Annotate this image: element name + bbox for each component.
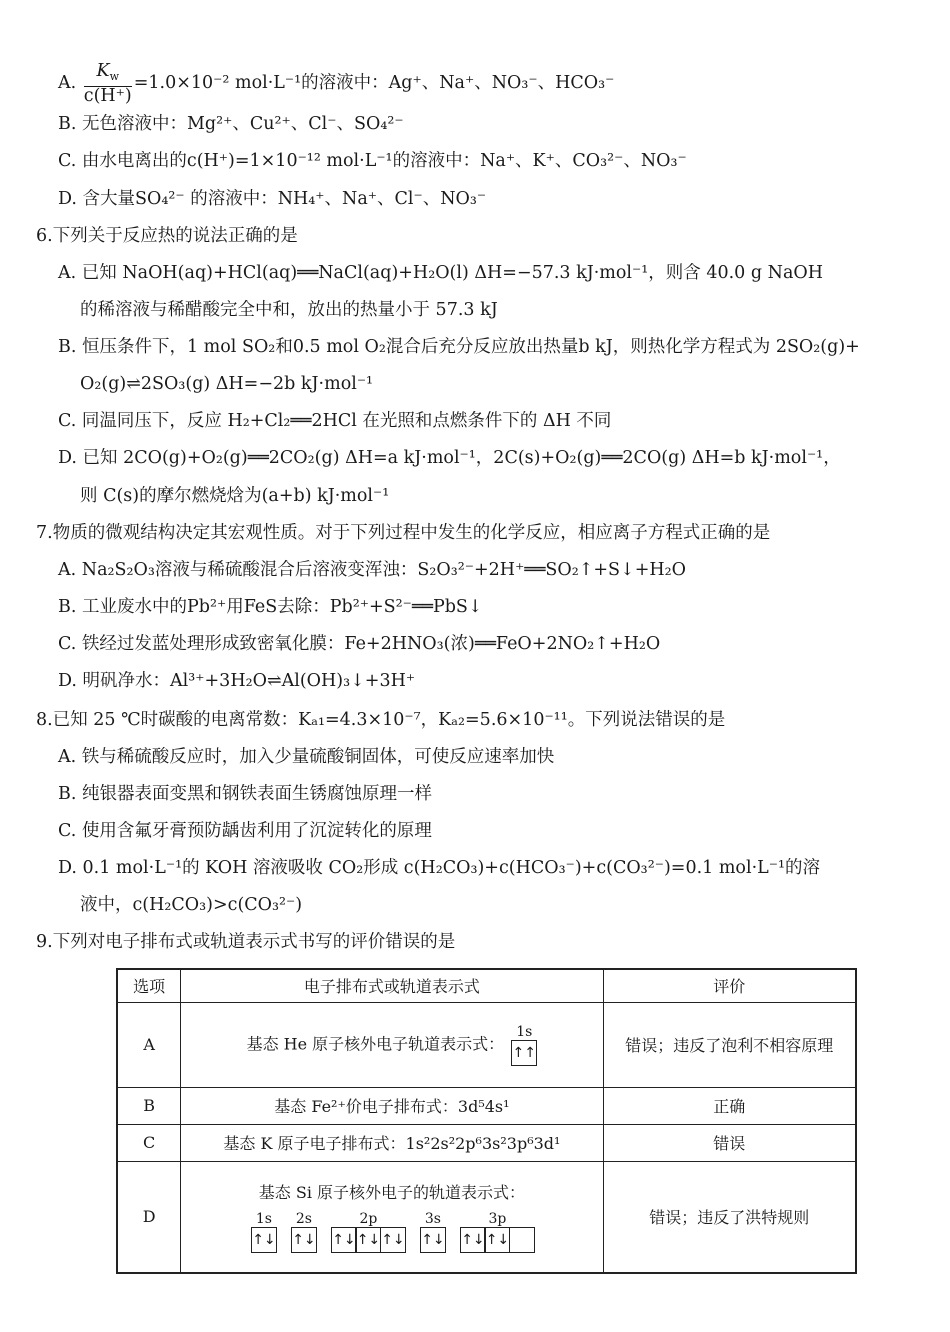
orbital-box: ↑↓ xyxy=(380,1227,406,1253)
si-orbital-diagram: 1s ↑↓ 2s ↑↓ 2p ↑↓ ↑↓ ↑↓ 3s ↑↓ 3p ↑↓ ↑↓ xyxy=(181,1211,602,1253)
q6-option-a-line1: A. 已知 NaOH(aq)+HCl(aq)══NaCl(aq)+H₂O(l) ΔH=−57.3 kJ·mol⁻¹，则含 40.0 g NaOH xyxy=(58,263,823,283)
table-header-row xyxy=(117,969,856,1002)
row-evaluation: 错误 xyxy=(603,1124,856,1161)
q6-option-b-line2: O₂(g)⇌2SO₃(g) ΔH=−2b kJ·mol⁻¹ xyxy=(80,374,374,394)
orbital-box: ↑↓ xyxy=(331,1227,357,1253)
q6-stem: 6.下列关于反应热的说法正确的是 xyxy=(36,226,298,246)
q8-option-b: B. 纯银器表面变黑和钢铁表面生锈腐蚀原理一样 xyxy=(58,784,432,804)
q6-option-a-line2: 的稀溶液与稀醋酸完全中和，放出的热量小于 57.3 kJ xyxy=(80,300,498,320)
q7-stem: 7.物质的微观结构决定其宏观性质。对于下列过程中发生的化学反应，相应离子方程式正确的是 xyxy=(36,523,771,543)
q9-evaluation-table xyxy=(116,968,857,1274)
orbital-box: ↑↓ xyxy=(251,1227,277,1253)
q6-option-d-line1: D. 已知 2CO(g)+O₂(g)══2CO₂(g) ΔH=a kJ·mol⁻¹，2C(s)+O₂(g)══2CO(g) ΔH=b kJ·mol⁻¹， xyxy=(58,448,841,468)
row-expression: 基态 Si 原子核外电子的轨道表示式： 1s ↑↓ 2s ↑↓ 2p ↑↓ ↑↓ ↑↓ 3s ↑↓ 3p ↑↓ ↑↓ xyxy=(181,1161,603,1273)
row-expression: 基态 K 原子电子排布式：1s²2s²2p⁶3s²3p⁶3d¹ xyxy=(181,1124,603,1161)
row-evaluation: 错误；违反了泡利不相容原理 xyxy=(603,1002,856,1087)
header-expression: 电子排布式或轨道表示式 xyxy=(181,969,603,1002)
row-option: D xyxy=(117,1161,181,1273)
q7-option-b: B. 工业废水中的Pb²⁺用FeS去除：Pb²⁺+S²⁻══PbS↓ xyxy=(58,597,483,617)
q5-option-b: B. 无色溶液中：Mg²⁺、Cu²⁺、Cl⁻、SO₄²⁻ xyxy=(58,114,404,134)
row-option: A xyxy=(117,1002,181,1087)
q8-option-c: C. 使用含氟牙膏预防龋齿利用了沉淀转化的原理 xyxy=(58,821,432,841)
q8-stem: 8.已知 25 ℃时碳酸的电离常数：Kₐ₁=4.3×10⁻⁷，Kₐ₂=5.6×10⁻¹¹。下列说法错误的是 xyxy=(36,710,726,730)
table-row xyxy=(117,1087,856,1124)
q6-option-b-line1: B. 恒压条件下，1 mol SO₂和0.5 mol O₂混合后充分反应放出热量b kJ，则热化学方程式为 2SO₂(g)+ xyxy=(58,337,860,357)
q6-option-d-line2: 则 C(s)的摩尔燃烧焓为(a+b) kJ·mol⁻¹ xyxy=(80,486,390,506)
kw-fraction: $\frac{K_w}{c(H^+)}$ xyxy=(83,61,132,106)
orbital-box: ↑↓ xyxy=(420,1227,446,1253)
row-expression: 基态 He 原子核外电子轨道表示式： 1s ↑↑ xyxy=(181,1002,603,1087)
he-orbital-diagram: 1s ↑↑ xyxy=(511,1024,537,1066)
table-row xyxy=(117,1161,856,1273)
row-evaluation: 正确 xyxy=(603,1087,856,1124)
header-evaluation: 评价 xyxy=(603,969,856,1002)
orbital-box: ↑↓ xyxy=(484,1227,510,1253)
orbital-box xyxy=(509,1227,535,1253)
orbital-box: ↑↑ xyxy=(511,1040,537,1066)
q5-option-c: C. 由水电离出的c(H⁺)=1×10⁻¹² mol·L⁻¹的溶液中：Na⁺、K⁺、CO₃²⁻、NO₃⁻ xyxy=(58,151,687,171)
q8-option-d-line1: D. 0.1 mol·L⁻¹的 KOH 溶液吸收 CO₂形成 c(H₂CO₃)+c(HCO₃⁻)+c(CO₃²⁻)=0.1 mol·L⁻¹的溶 xyxy=(58,858,821,878)
q6-option-c: C. 同温同压下，反应 H₂+Cl₂══2HCl 在光照和点燃条件下的 ΔH 不同 xyxy=(58,411,612,431)
orbital-box: ↑↓ xyxy=(460,1227,486,1253)
q5-option-a: A. $\frac{K_w}{c(H^+)}$ =1.0×10⁻² mol·L⁻¹的溶液中：Ag⁺、Na⁺、NO₃⁻、HCO₃⁻ xyxy=(58,61,615,106)
table-row xyxy=(117,1002,856,1087)
row-option: B xyxy=(117,1087,181,1124)
q5-option-d: D. 含大量SO₄²⁻ 的溶液中：NH₄⁺、Na⁺、Cl⁻、NO₃⁻ xyxy=(58,189,487,209)
row-evaluation: 错误；违反了洪特规则 xyxy=(603,1161,856,1273)
q8-option-a: A. 铁与稀硫酸反应时，加入少量硫酸铜固体，可使反应速率加快 xyxy=(58,747,555,767)
q8-option-d-line2: 液中，c(H₂CO₃)>c(CO₃²⁻) xyxy=(80,895,303,915)
row-expression: 基态 Fe²⁺价电子排布式：3d⁵4s¹ xyxy=(181,1087,603,1124)
row-option: C xyxy=(117,1124,181,1161)
orbital-box: ↑↓ xyxy=(291,1227,317,1253)
q7-option-c: C. 铁经过发蓝处理形成致密氧化膜：Fe+2HNO₃(浓)══FeO+2NO₂↑+H₂O xyxy=(58,634,661,654)
q9-stem: 9.下列对电子排布式或轨道表示式书写的评价错误的是 xyxy=(36,932,456,952)
q7-option-a: A. Na₂S₂O₃溶液与稀硫酸混合后溶液变浑浊：S₂O₃²⁻+2H⁺══SO₂↑+S↓+H₂O xyxy=(58,560,686,580)
header-option: 选项 xyxy=(117,969,181,1002)
table-row xyxy=(117,1124,856,1161)
orbital-box: ↑↓ xyxy=(355,1227,381,1253)
q7-option-d: D. 明矾净水：Al³⁺+3H₂O⇌Al(OH)₃↓+3H⁺ xyxy=(58,671,416,691)
